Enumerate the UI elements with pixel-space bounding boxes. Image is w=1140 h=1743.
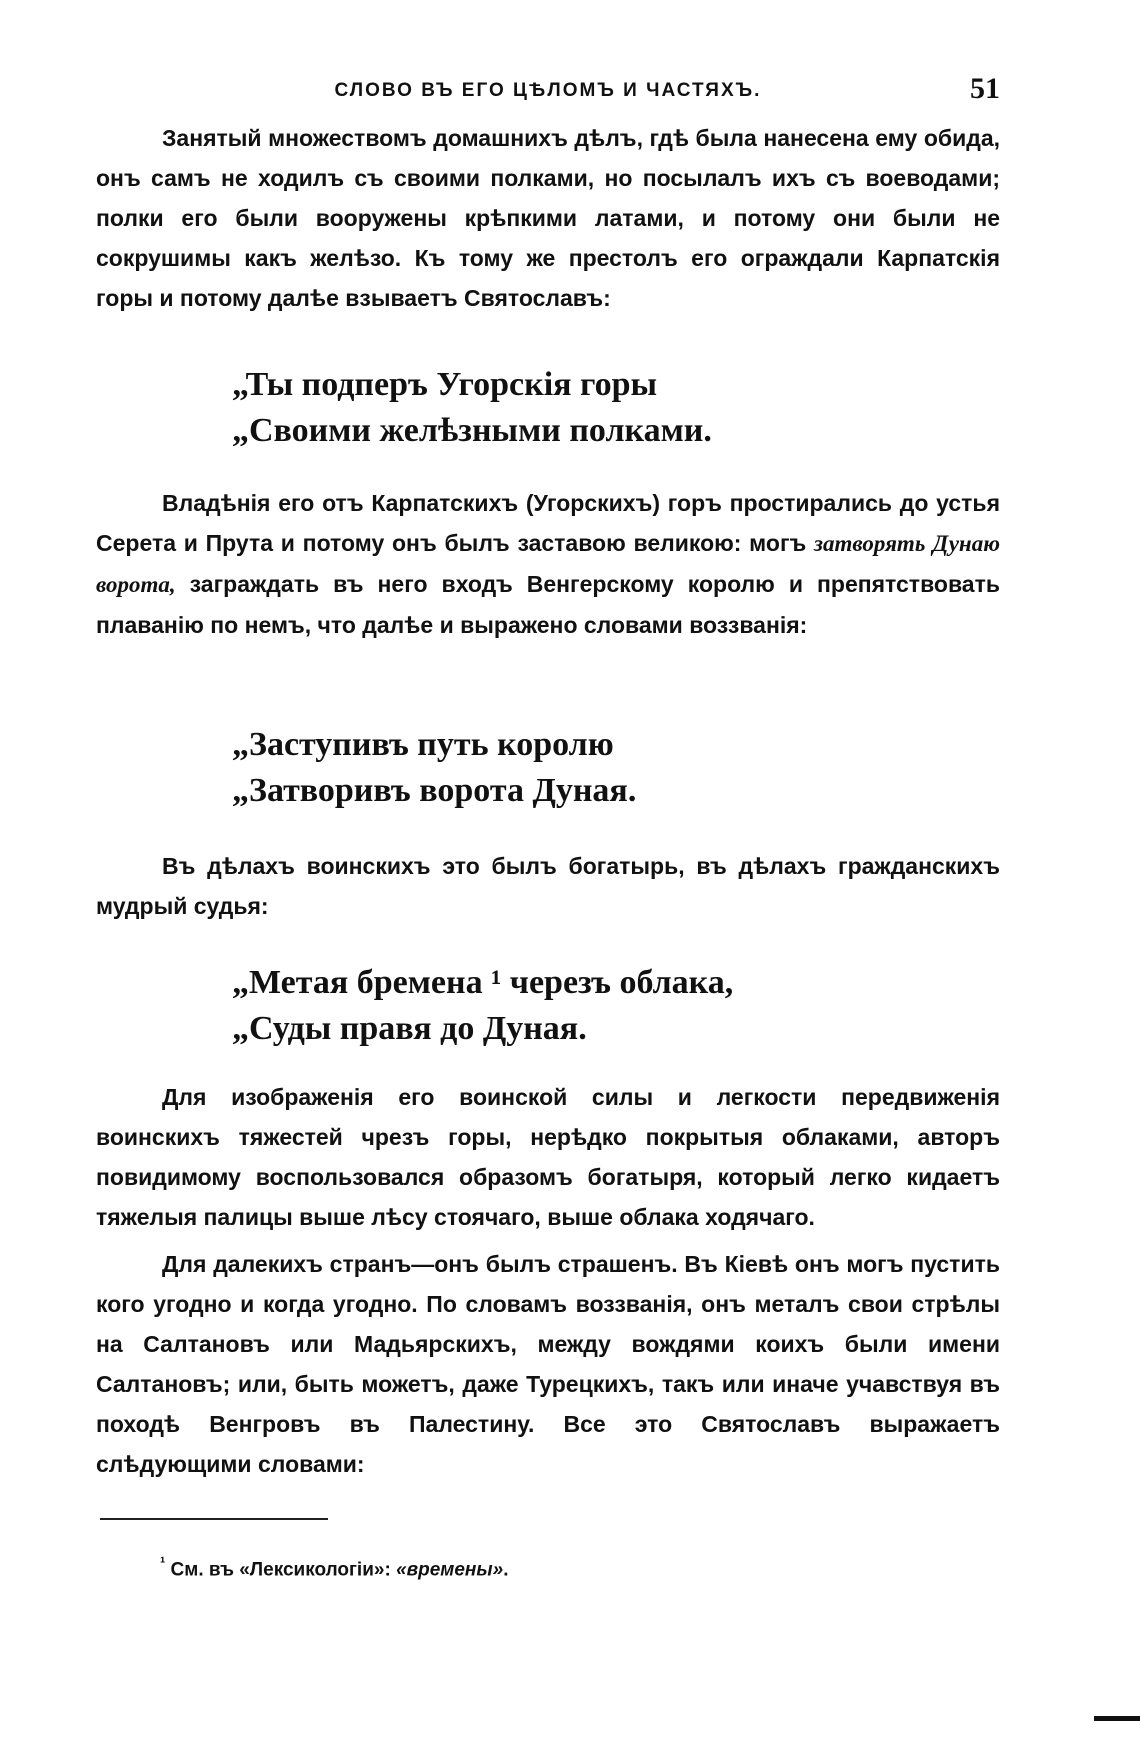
verse-2 <box>232 722 932 814</box>
verse-3-line-1: „Метая бремена ¹ черезъ облака, <box>232 964 734 1001</box>
paragraph-1-text: Занятый множествомъ домашнихъ дѣлъ, гдѣ была нанесена ему обида, онъ самъ не ходилъ съ своими полками, но посылалъ ихъ съ воеводами; полки его были вооружены крѣпкими латами, и потому они были не сокрушимы какъ желѣзо. Къ тому же престолъ его ограждали Карпатскія горы и потому далѣе взываетъ Святославъ: <box>96 125 1000 311</box>
paragraph-1 <box>96 118 1000 318</box>
paragraph-5-text: Для далекихъ странъ—онъ былъ страшенъ. Въ Кіевѣ онъ могъ пустить кого угодно и когда угодно. По словамъ воззванія, онъ металъ свои стрѣлы на Салтановъ или Мадьярскихъ, между вождями коихъ были имени Салтановъ; или, быть можетъ, даже Турецкихъ, такъ или иначе учавствуя въ походѣ Венгровъ въ Палестину. Все это Святославъ выражаетъ слѣдующими словами: <box>96 1251 1000 1477</box>
paragraph-4-text: Для изображенія его воинской силы и легкости передвиженія воинскихъ тяжестей чрезъ горы, нерѣдко покрытыя облаками, авторъ повидимому воспользовался образомъ богатыря, который легко кидаетъ тяжелыя палицы выше лѣсу стоячаго, выше облака ходячаго. <box>96 1084 1000 1230</box>
footnote-end: . <box>503 1559 509 1581</box>
verse-3 <box>232 960 932 1052</box>
footnote-text: См. въ «Лексикологіи»: <box>165 1559 397 1581</box>
page-header <box>96 70 1000 110</box>
verse-2-line-2: „Затворивъ ворота Дуная. <box>232 772 637 809</box>
paragraph-2-end: заграждать въ него входъ Венгерскому королю и препятствовать плаванію по немъ, что далѣе и выражено словами воззванія: <box>96 571 1000 638</box>
footnote-italic: «времены» <box>396 1559 504 1581</box>
running-title: СЛОВО ВЪ ЕГО ЦѢЛОМЪ И ЧАСТЯХЪ. <box>334 80 762 101</box>
verse-1-line-1: „Ты подперъ Угорскія горы <box>232 366 658 403</box>
footnote-rule <box>100 1518 328 1520</box>
scan-edge-mark <box>1094 1716 1140 1721</box>
paragraph-4 <box>96 1077 1000 1237</box>
footnote-marker: ¹ <box>160 1555 166 1572</box>
page-number: 51 <box>970 72 1000 105</box>
paragraph-2-italic: затворять Дунаю ворота, <box>96 531 1000 597</box>
paragraph-3-text: Въ дѣлахъ воинскихъ это былъ богатырь, въ дѣлахъ гражданскихъ мудрый судья: <box>96 853 1000 919</box>
verse-2-line-1: „Заступивъ путь королю <box>232 726 614 763</box>
footnote <box>160 1555 508 1581</box>
paragraph-2-start: Владѣнія его отъ Карпатскихъ (Угорскихъ) горъ простирались до устья Серета и Прута и потому онъ былъ заставою великою: могъ <box>96 490 1000 556</box>
verse-1-line-2: „Своими желѣзными полками. <box>232 412 712 449</box>
paragraph-2-text <box>96 483 1000 645</box>
verse-1 <box>232 362 932 454</box>
paragraph-5 <box>96 1244 1000 1484</box>
verse-3-line-2: „Суды правя до Дуная. <box>232 1010 587 1047</box>
paragraph-2 <box>96 483 1000 645</box>
paragraph-3 <box>96 846 1000 926</box>
